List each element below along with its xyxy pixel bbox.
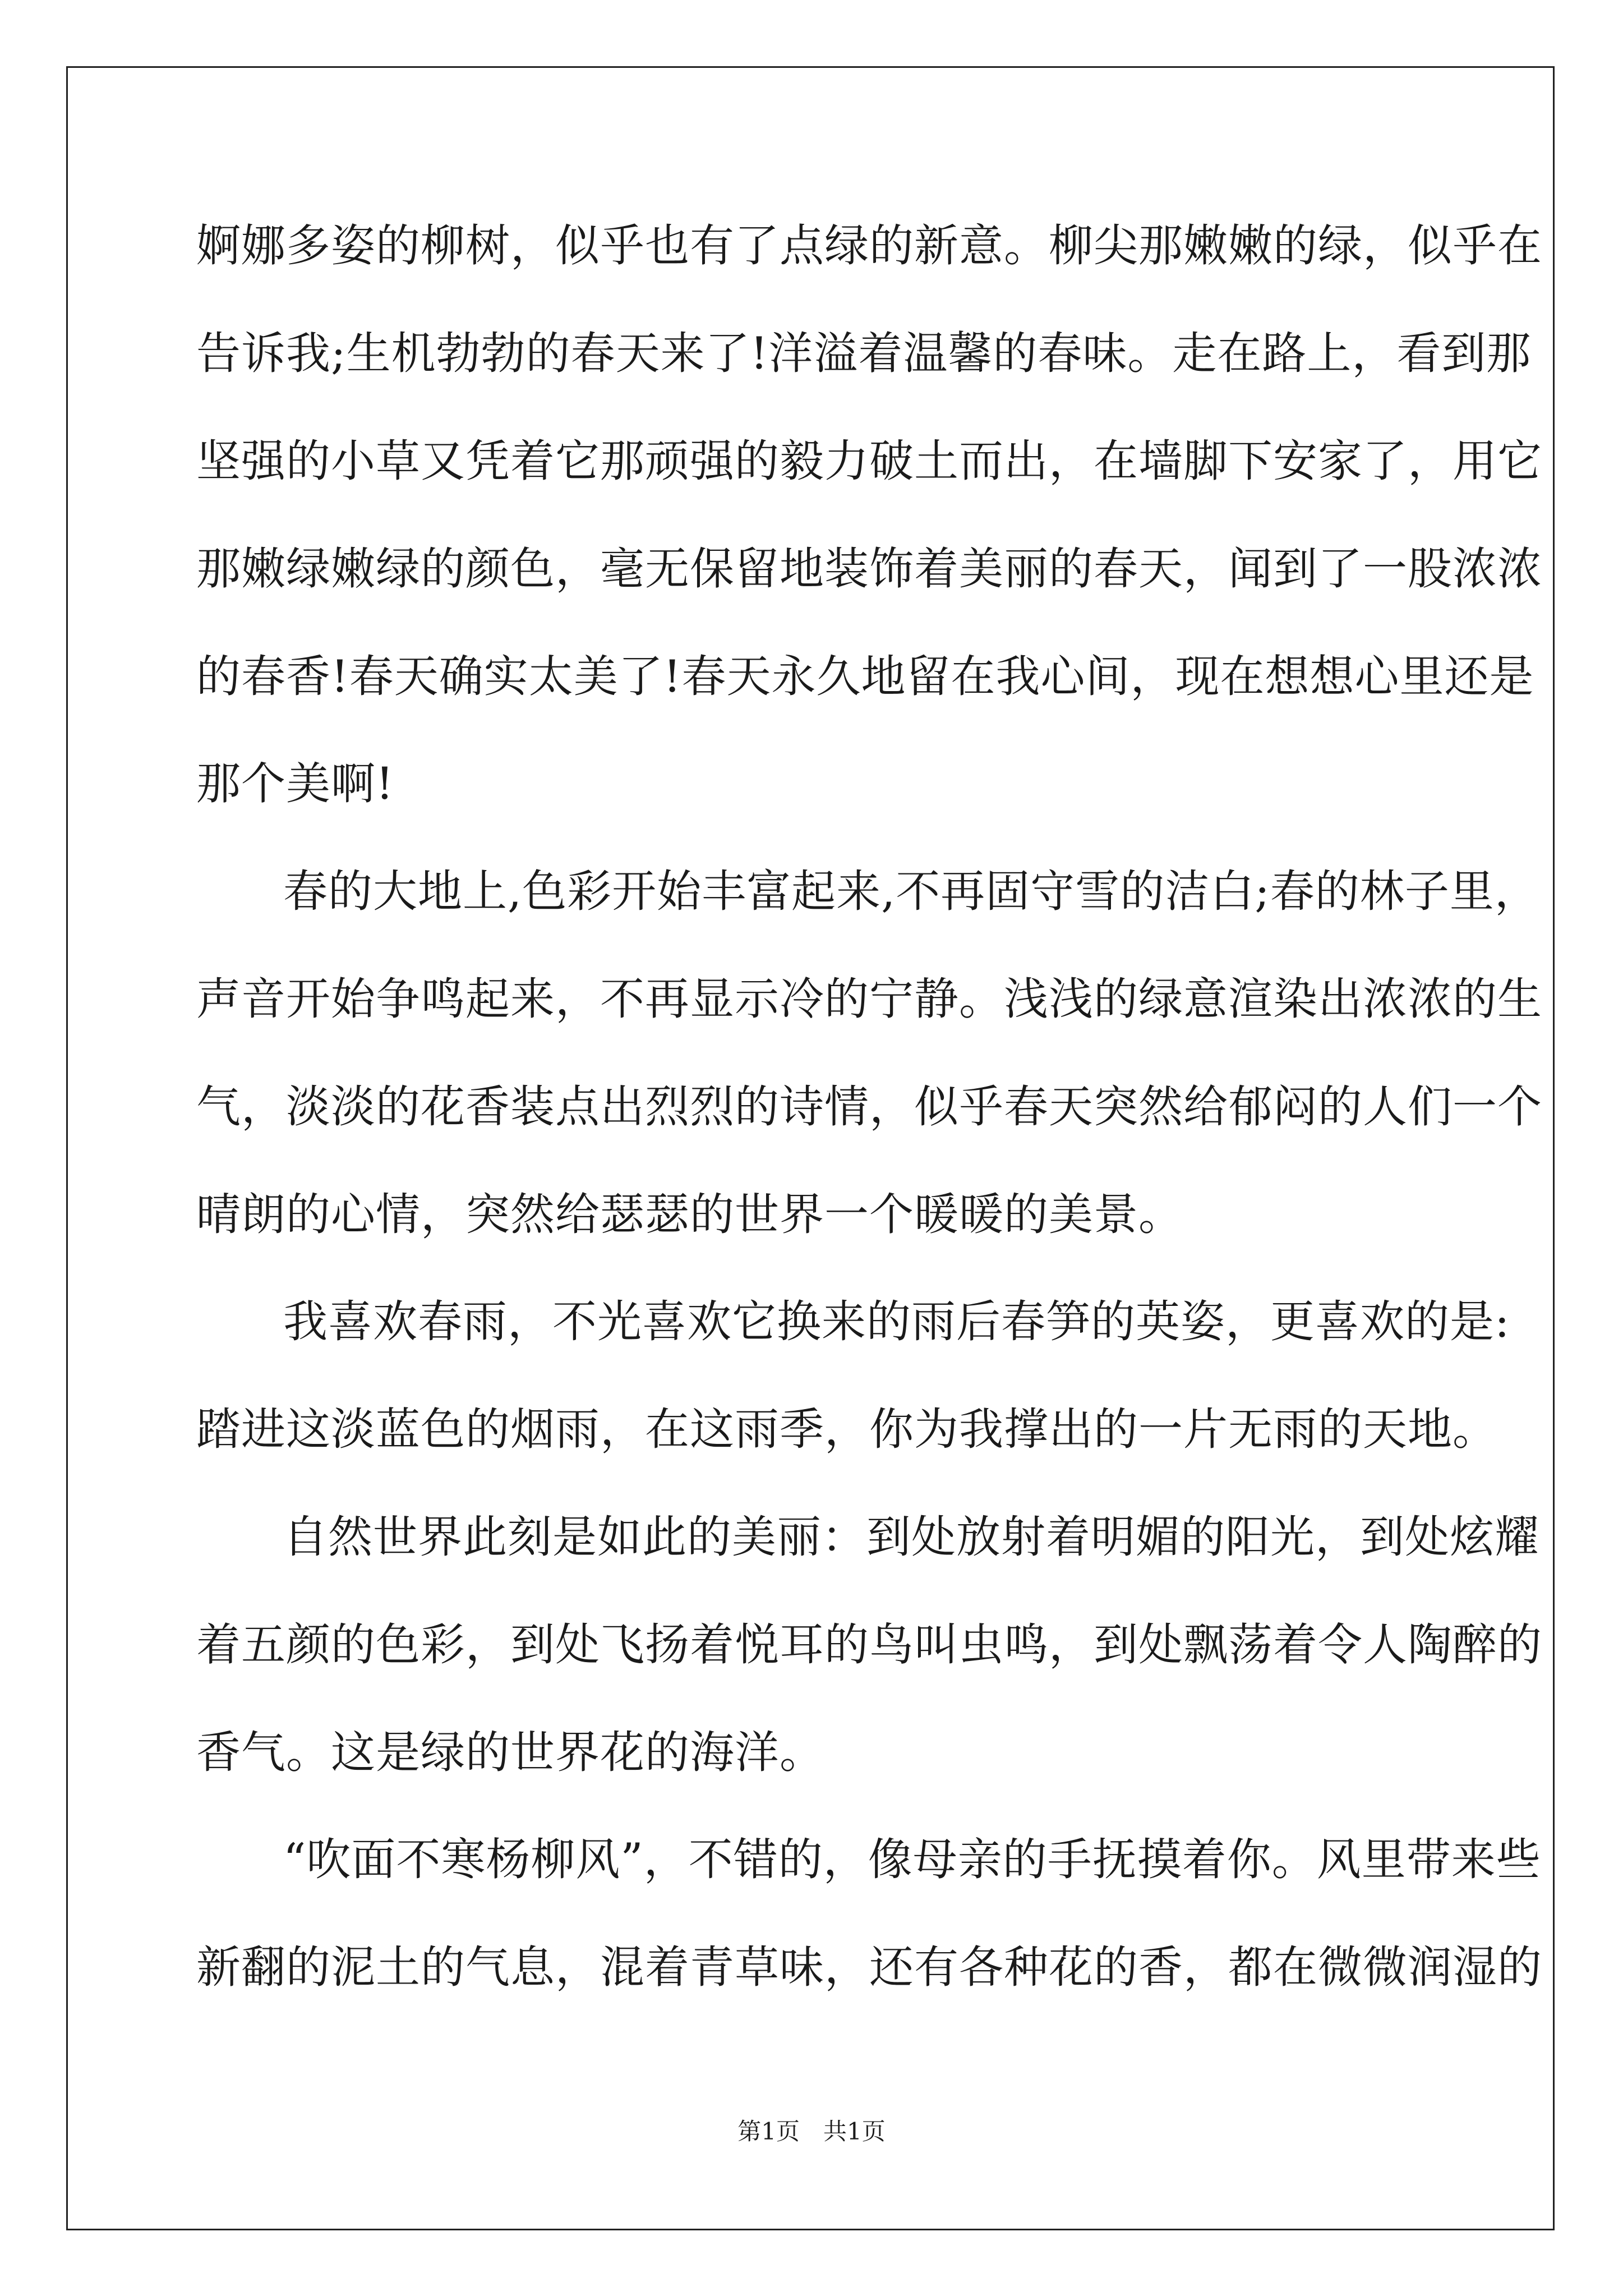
paragraph-start-line: 自然世界此刻是如此的美丽：到处放射着明媚的阳光，到处炫耀 [283,1511,1539,1563]
text-line: 气，淡淡的花香装点出烈烈的诗情，似乎春天突然给郁闷的人们一个 [196,1081,1542,1133]
text-line: 告诉我;生机勃勃的春天来了!洋溢着温馨的春味。走在路上，看到那 [196,328,1532,379]
text-line: 婀娜多姿的柳树，似乎也有了点绿的新意。柳尖那嫩嫩的绿，似乎在 [196,220,1542,272]
text-line: 声音开始争鸣起来，不再显示冷的宁静。浅浅的绿意渲染出浓浓的生 [196,973,1542,1025]
text-line: 香气。这是绿的世界花的海洋。 [196,1727,824,1778]
paragraph-start-line: 我喜欢春雨，不光喜欢它换来的雨后春笋的英姿，更喜欢的是: [283,1296,1510,1347]
paragraph-start-line: 春的大地上,色彩开始丰富起来,不再固守雪的洁白;春的林子里， [283,866,1539,917]
text-line: 那个美啊! [196,758,394,809]
text-line: 坚强的小草又凭着它那顽强的毅力破土而出，在墙脚下安家了，用它 [196,435,1542,487]
text-line: 着五颜的色彩，到处飞扬着悦耳的鸟叫虫鸣，到处飘荡着令人陶醉的 [196,1619,1542,1671]
page-border [66,66,1555,2230]
paragraph-start-line: “吹面不寒杨柳风”，不错的，像母亲的手抚摸着你。风里带来些 [283,1834,1541,1885]
text-line: 那嫩绿嫩绿的颜色，毫无保留地装饰着美丽的春天，闻到了一股浓浓 [196,543,1542,595]
text-line: 踏进这淡蓝色的烟雨，在这雨季，你为我撑出的一片无雨的天地。 [196,1404,1497,1455]
text-line: 的春香!春天确实太美了!春天永久地留在我心间，现在想想心里还是 [196,651,1534,702]
text-line: 晴朗的心情，突然给瑟瑟的世界一个暖暖的美景。 [196,1189,1183,1240]
text-line: 新翻的泥土的气息，混着青草味，还有各种花的香，都在微微润湿的 [196,1941,1542,1993]
page-footer: 第1页 共1页 [737,2118,886,2145]
